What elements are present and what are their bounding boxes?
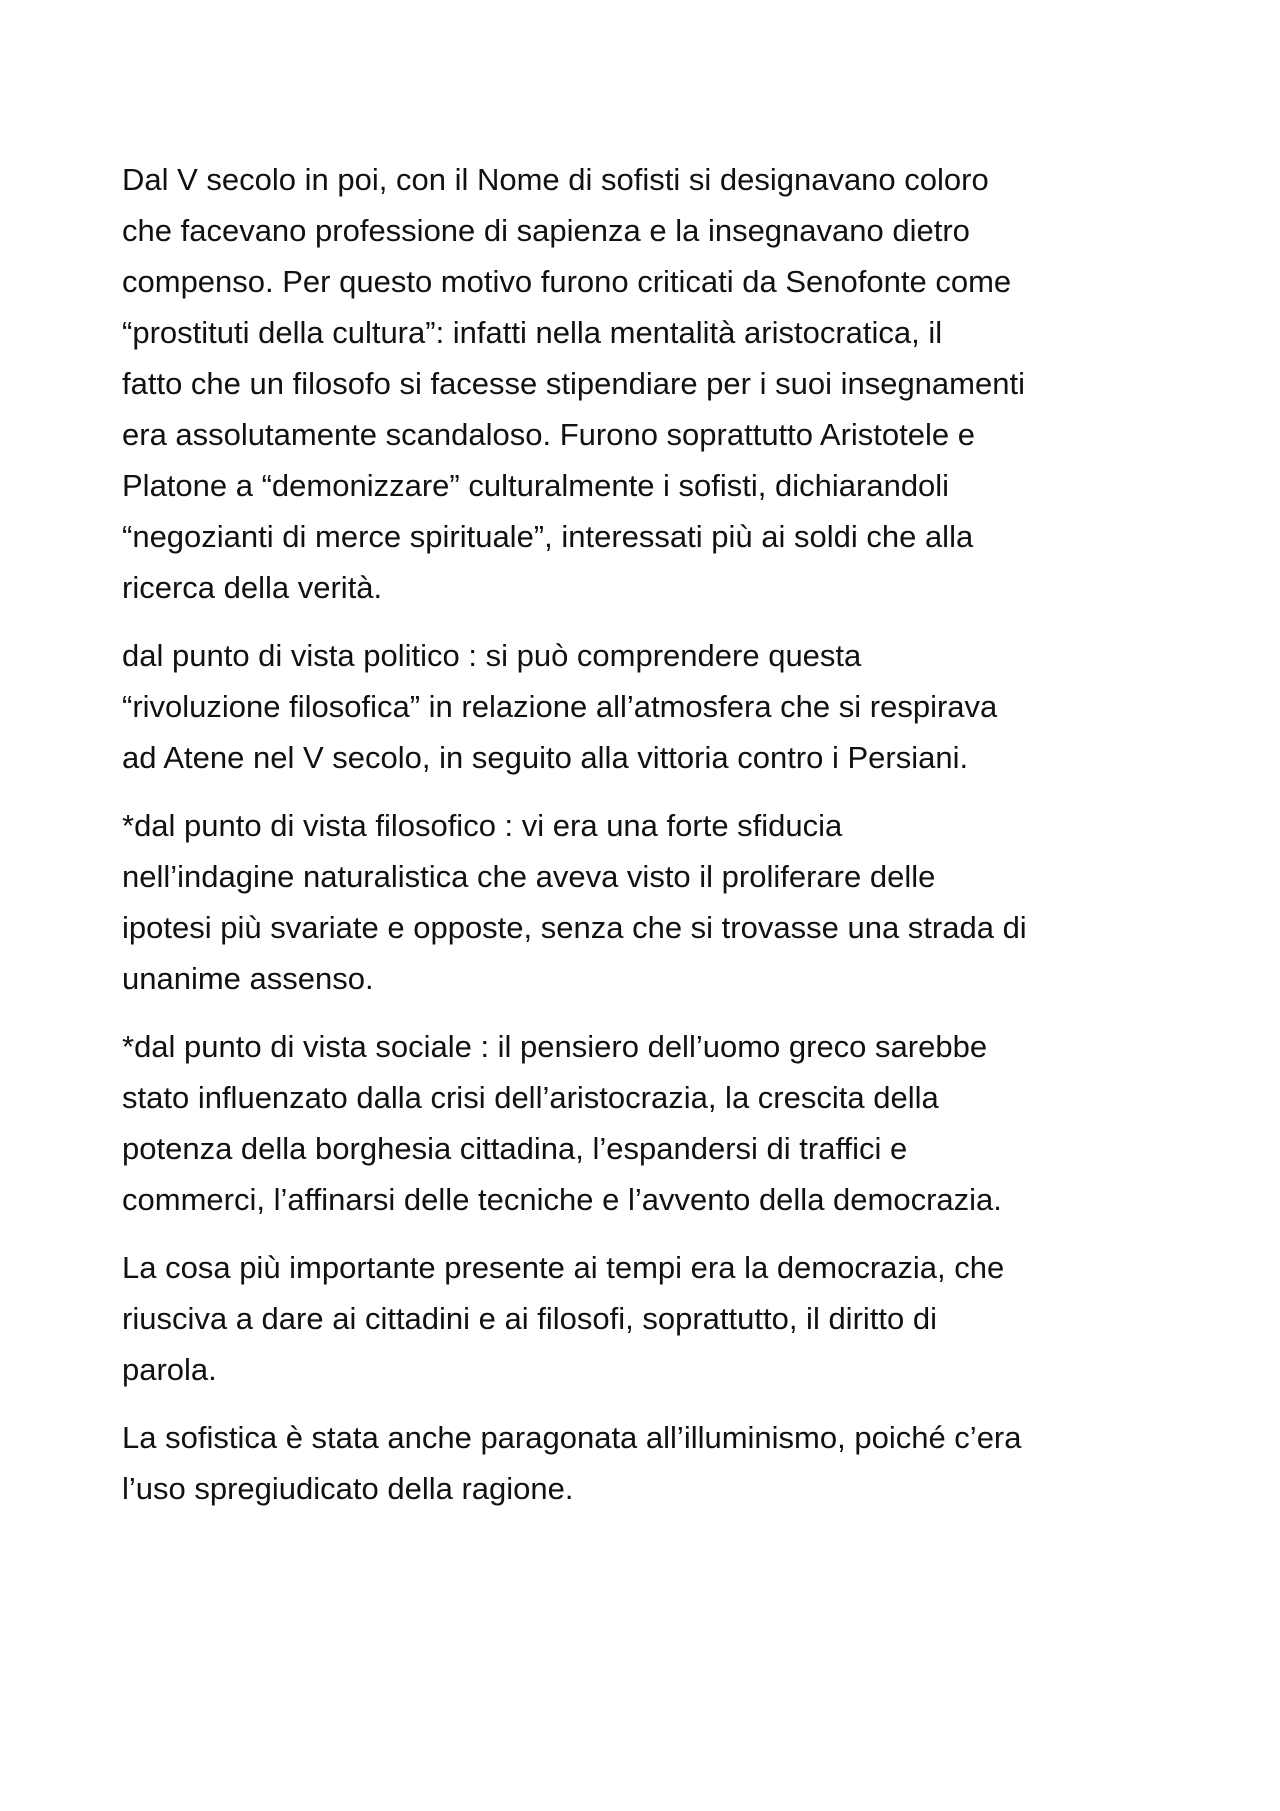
paragraph-sociale	[122, 1021, 1172, 1225]
paragraph-democrazia	[122, 1242, 1172, 1395]
text-line: *dal punto di vista filosofico : vi era una forte sfiducia	[122, 808, 843, 843]
text-line: La cosa più importante presente ai tempi era la democrazia, che	[122, 1250, 1005, 1285]
text-line: dal punto di vista politico : si può comprendere questa	[122, 638, 862, 673]
document-body	[122, 154, 1172, 1531]
text-line: potenza della borghesia cittadina, l’espandersi di traffici e	[122, 1131, 908, 1166]
text-line: ad Atene nel V secolo, in seguito alla vittoria contro i Persiani.	[122, 740, 969, 775]
paragraph-filosofico	[122, 800, 1172, 1004]
text-line: riusciva a dare ai cittadini e ai filosofi, soprattutto, il diritto di	[122, 1301, 937, 1336]
text-line: commerci, l’affinarsi delle tecniche e l’avvento della democrazia.	[122, 1182, 1002, 1217]
text-line: Platone a “demonizzare” culturalmente i sofisti, dichiarandoli	[122, 468, 950, 503]
text-line: ipotesi più svariate e opposte, senza che si trovasse una strada di	[122, 910, 1027, 945]
text-line: era assolutamente scandaloso. Furono soprattutto Aristotele e	[122, 417, 975, 452]
paragraph-illuminismo	[122, 1412, 1172, 1514]
text-line: Dal V secolo in poi, con il Nome di sofisti si designavano coloro	[122, 162, 989, 197]
text-line: stato influenzato dalla crisi dell’aristocrazia, la crescita della	[122, 1080, 939, 1115]
paragraph-politico	[122, 630, 1172, 783]
text-line: “prostituti della cultura”: infatti nella mentalità aristocratica, il	[122, 315, 943, 350]
text-line: fatto che un filosofo si facesse stipendiare per i suoi insegnamenti	[122, 366, 1025, 401]
text-line: l’uso spregiudicato della ragione.	[122, 1471, 574, 1506]
text-line: che facevano professione di sapienza e la insegnavano dietro	[122, 213, 970, 248]
text-line: La sofistica è stata anche paragonata all’illuminismo, poiché c’era	[122, 1420, 1022, 1455]
text-line: ricerca della verità.	[122, 570, 383, 605]
paragraph-sofisti-intro	[122, 154, 1172, 613]
text-line: “negozianti di merce spirituale”, interessati più ai soldi che alla	[122, 519, 974, 554]
text-line: “rivoluzione filosofica” in relazione all’atmosfera che si respirava	[122, 689, 998, 724]
text-line: compenso. Per questo motivo furono criticati da Senofonte come	[122, 264, 1012, 299]
text-line: parola.	[122, 1352, 217, 1387]
text-line: *dal punto di vista sociale : il pensiero dell’uomo greco sarebbe	[122, 1029, 988, 1064]
text-line: unanime assenso.	[122, 961, 374, 996]
text-line: nell’indagine naturalistica che aveva visto il proliferare delle	[122, 859, 936, 894]
